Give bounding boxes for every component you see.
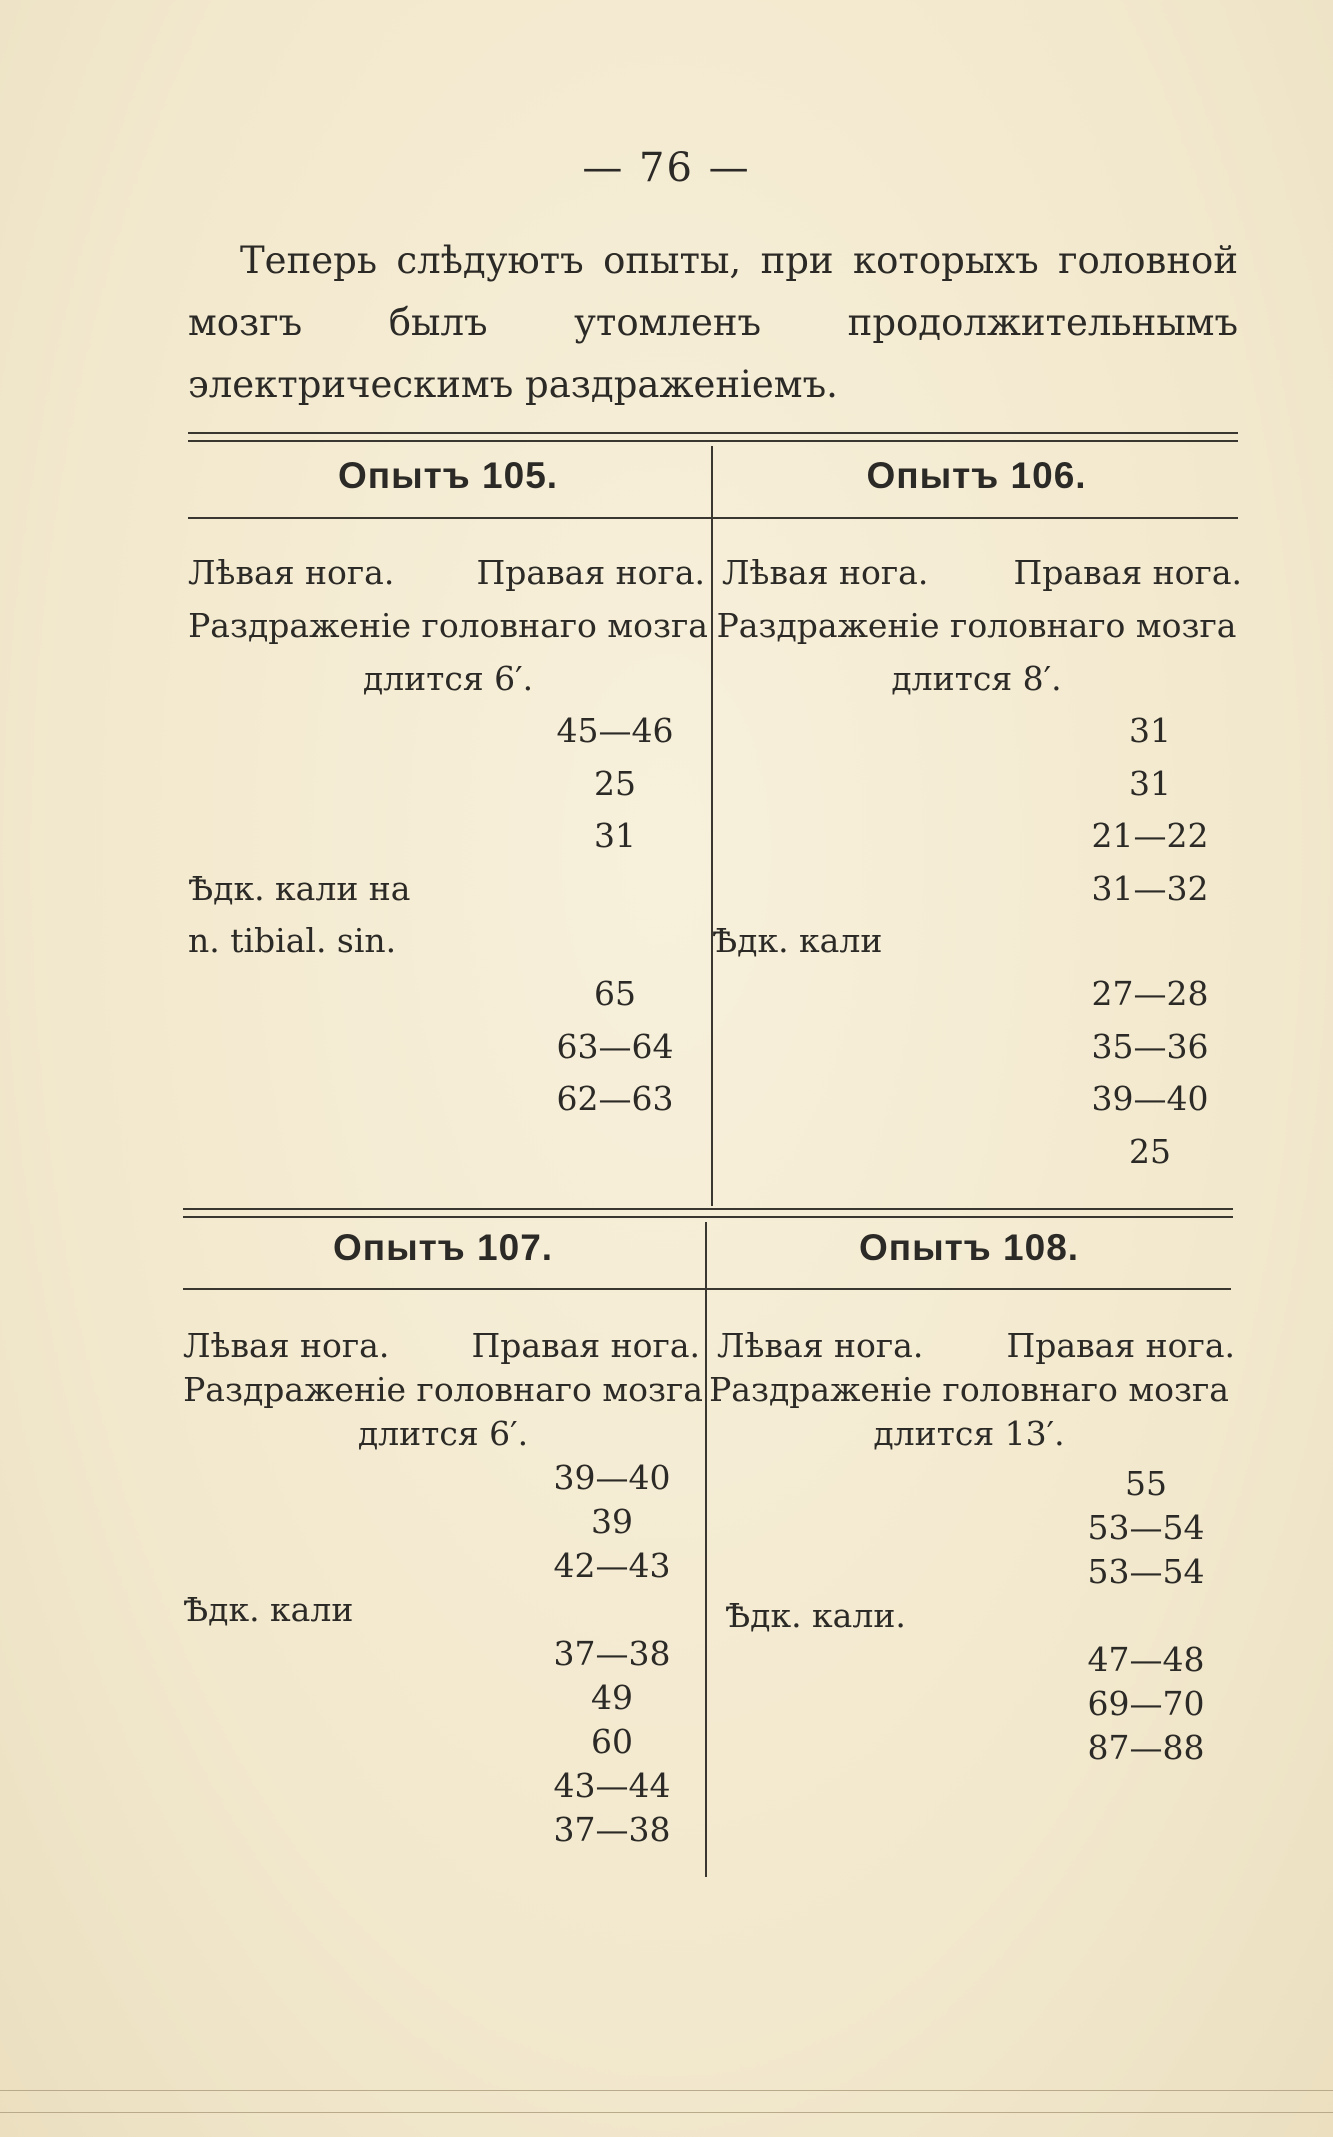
header-rule-left	[188, 517, 711, 519]
value-cell: 37—38	[553, 1634, 671, 1673]
experiment-108-title: Опытъ 108.	[858, 1227, 1080, 1268]
value-cell: 35—36	[1091, 1027, 1209, 1066]
value-cell: 25	[594, 764, 636, 803]
header-rule-left	[183, 1288, 705, 1290]
value-cell: 39—40	[553, 1458, 671, 1497]
value-cell: 43—44	[553, 1766, 671, 1805]
left-leg-label: Лѣвая нога.	[183, 1326, 390, 1365]
table-middle-rule	[183, 1208, 1233, 1218]
reagent-note: n. tibial. sin.	[188, 921, 397, 960]
header-rule-right	[713, 517, 1238, 519]
value-cell: 63—64	[556, 1027, 674, 1066]
left-leg-label: Лѣвая нога.	[722, 553, 929, 592]
value-cell: 60	[591, 1722, 633, 1761]
intro-paragraph: Теперь слѣдуютъ опыты, при которыхъ головной мозгъ былъ утомленъ продолжительнымъ электрическимъ раздраженіемъ.	[188, 239, 1238, 406]
value-cell: 37—38	[553, 1810, 671, 1849]
value-cell: 42—43	[553, 1546, 671, 1585]
reagent-note: Ѣдк. кали	[183, 1590, 354, 1629]
value-cell: 21—22	[1091, 816, 1209, 855]
table-top-rule	[188, 432, 1238, 442]
value-cell: 31—32	[1091, 869, 1209, 908]
value-cell: 49	[591, 1678, 633, 1717]
stimulation-duration: длится 13′.	[873, 1414, 1065, 1453]
right-leg-label: Правая нога.	[471, 1326, 700, 1365]
value-cell: 53—54	[1087, 1508, 1205, 1547]
stimulation-label: Раздраженіе головнаго мозга	[716, 606, 1237, 645]
value-cell: 25	[1129, 1132, 1171, 1171]
reagent-note: Ѣдк. кали на	[188, 869, 411, 908]
paper-edge-line	[0, 2090, 1333, 2091]
value-cell: 87—88	[1087, 1728, 1205, 1767]
header-rule-right	[707, 1288, 1231, 1290]
stimulation-label: Раздраженіе головнаго мозга	[188, 606, 708, 645]
experiment-107-title: Опытъ 107.	[332, 1227, 554, 1268]
value-cell: 53—54	[1087, 1552, 1205, 1591]
page-number: — 76 —	[582, 145, 751, 191]
stimulation-duration: длится 6′.	[362, 659, 534, 698]
value-cell: 62—63	[556, 1079, 674, 1118]
value-cell: 45—46	[556, 711, 674, 750]
value-cell: 39—40	[1091, 1079, 1209, 1118]
value-cell: 31	[594, 816, 636, 855]
stimulation-duration: длится 8′.	[891, 659, 1062, 698]
stimulation-label: Раздраженіе головнаго мозга	[183, 1370, 703, 1409]
value-cell: 69—70	[1087, 1684, 1205, 1723]
reagent-note: Ѣдк. кали	[712, 921, 883, 960]
value-cell: 27—28	[1091, 974, 1209, 1013]
right-leg-label: Правая нога.	[1006, 1326, 1235, 1365]
value-cell: 55	[1125, 1464, 1167, 1503]
stimulation-duration: длится 6′.	[357, 1414, 529, 1453]
column-divider	[705, 1222, 707, 1877]
experiment-106-title: Опытъ 106.	[866, 455, 1087, 496]
left-leg-label: Лѣвая нога.	[188, 553, 395, 592]
left-leg-label: Лѣвая нога.	[717, 1326, 924, 1365]
value-cell: 31	[1129, 764, 1171, 803]
value-cell: 39	[591, 1502, 633, 1541]
right-leg-label: Правая нога.	[476, 553, 705, 592]
right-leg-label: Правая нога.	[1013, 553, 1242, 592]
column-divider	[711, 446, 713, 1206]
paper-edge-line	[0, 2112, 1333, 2113]
value-cell: 47—48	[1087, 1640, 1205, 1679]
stimulation-label: Раздраженіе головнаго мозга	[709, 1370, 1229, 1409]
value-cell: 31	[1129, 711, 1171, 750]
value-cell: 65	[594, 974, 636, 1013]
experiment-105-title: Опытъ 105.	[337, 455, 559, 496]
reagent-note: Ѣдк. кали.	[725, 1596, 906, 1635]
